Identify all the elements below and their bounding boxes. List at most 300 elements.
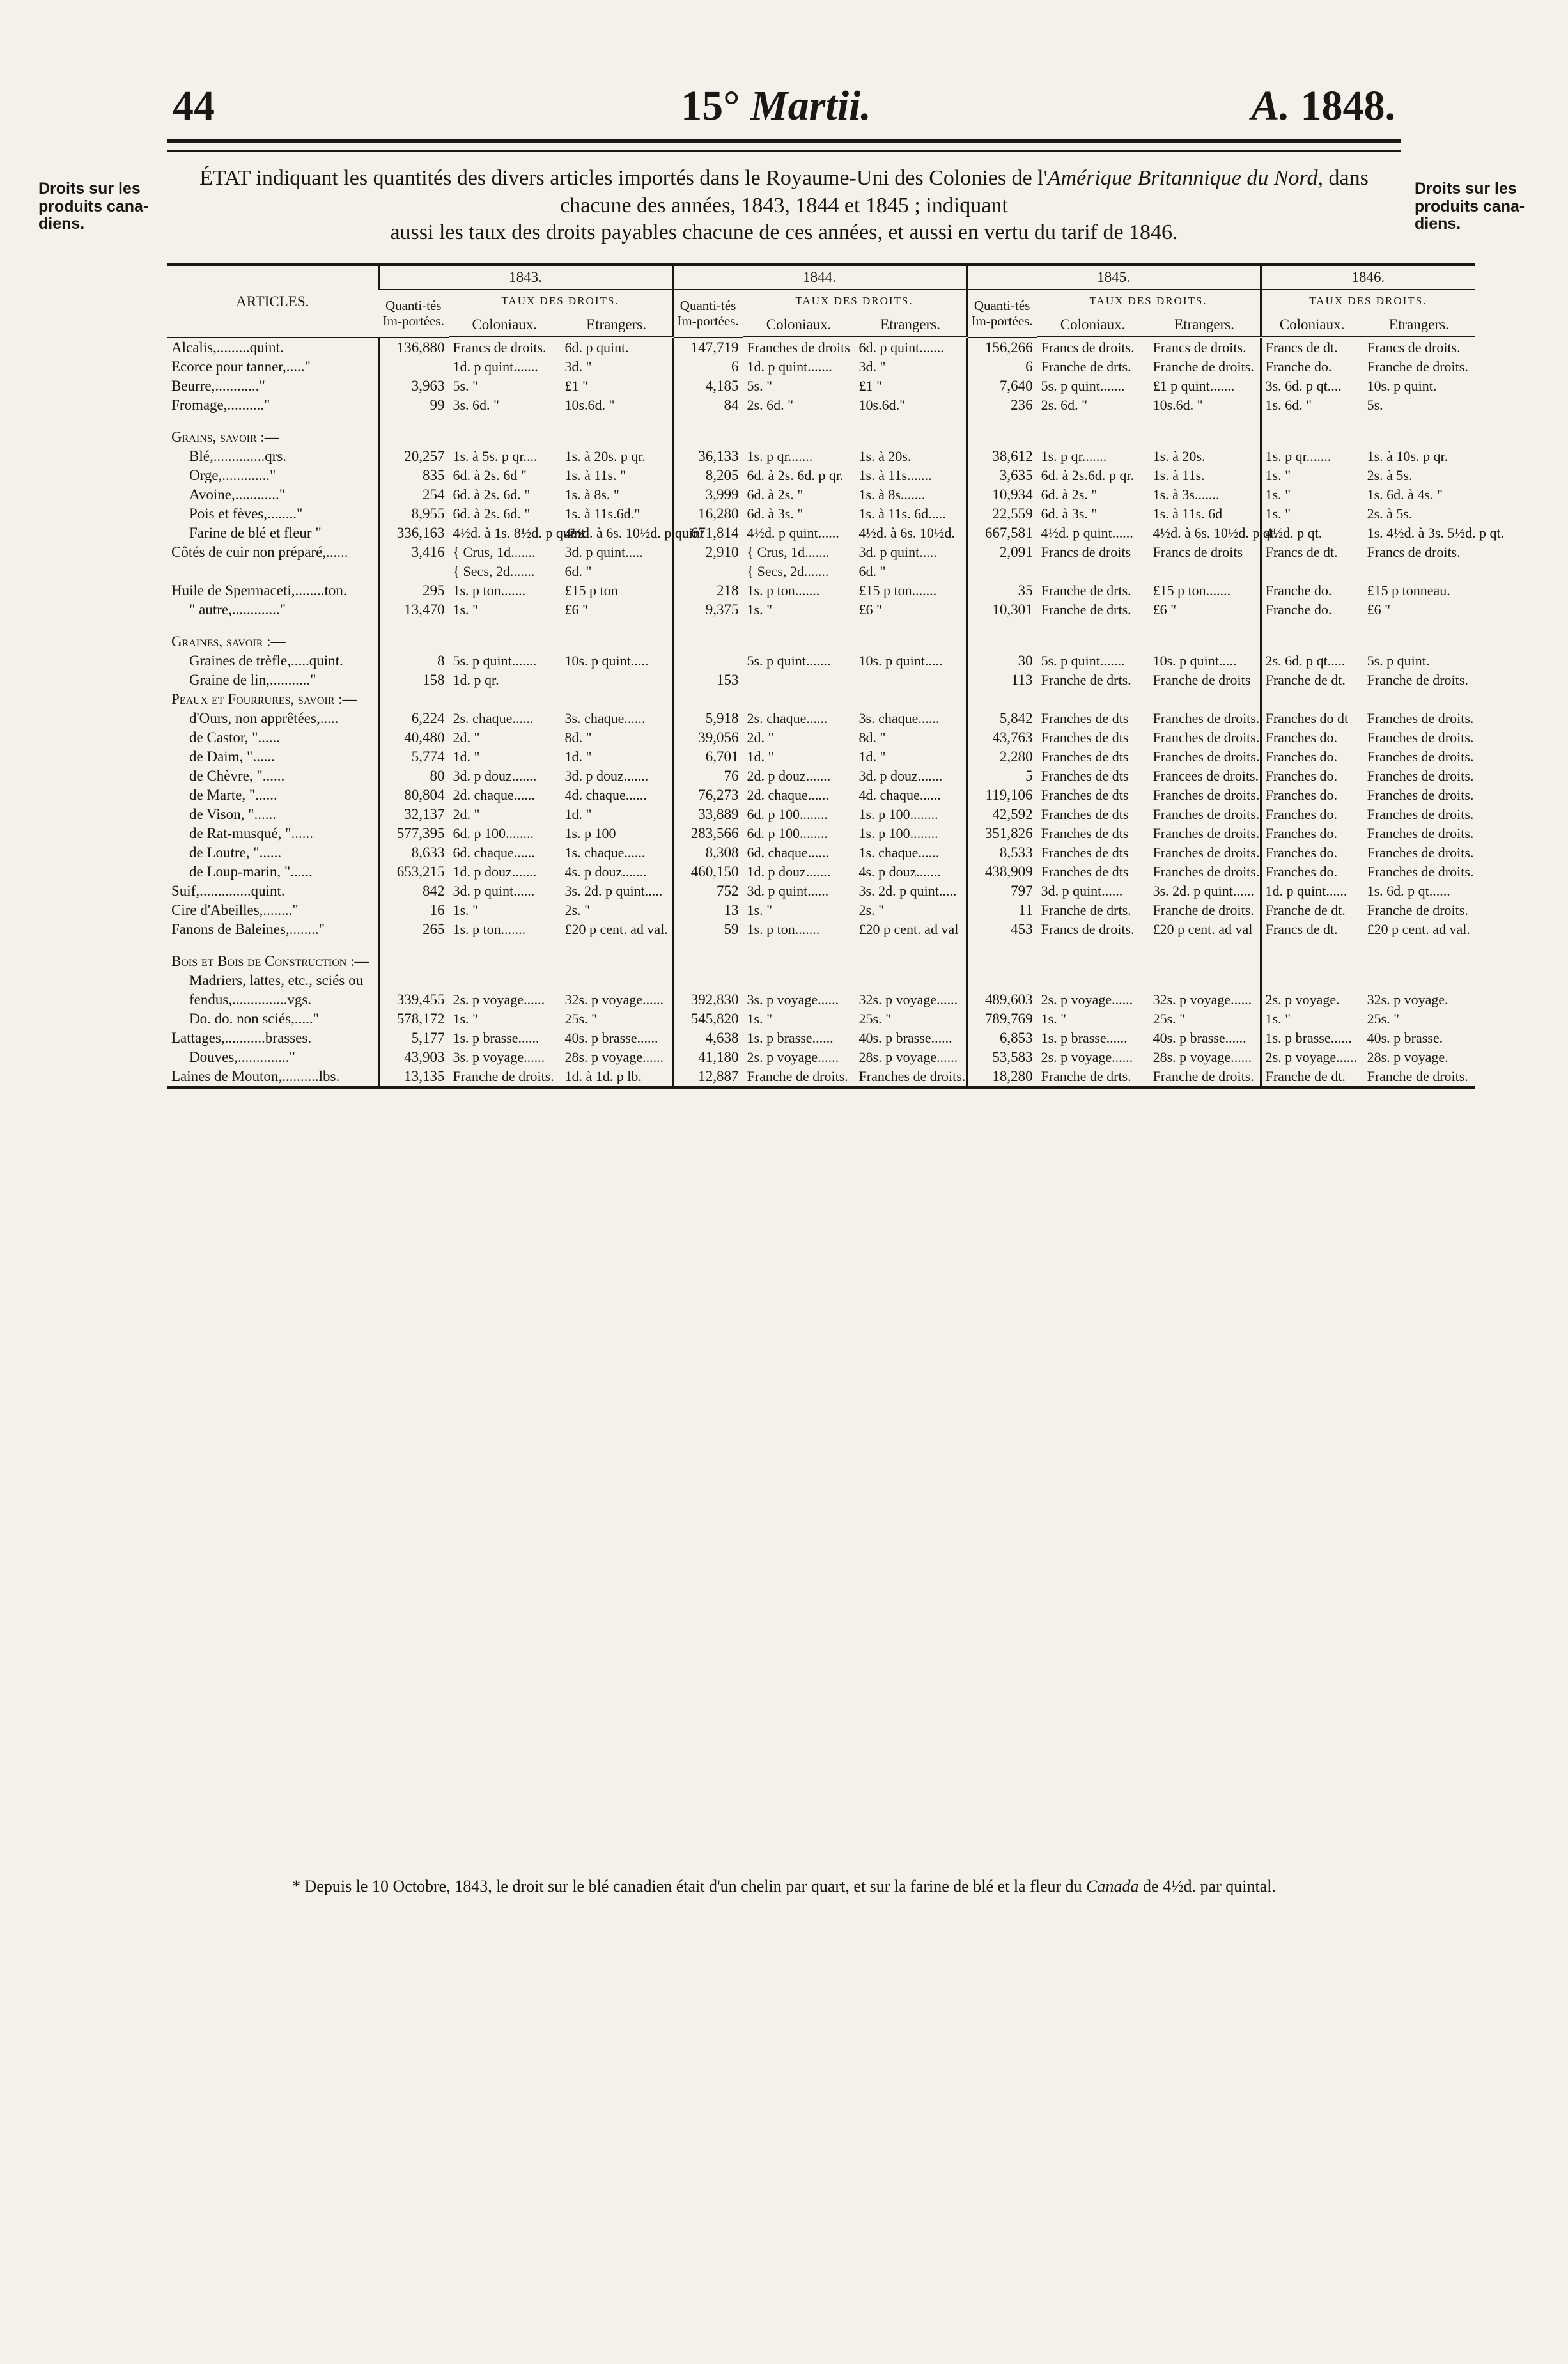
article-cell: de Chèvre, "...... xyxy=(189,768,285,784)
title-line1-italic: Amérique Britannique du Nord xyxy=(1047,166,1318,190)
title-line2: aussi les taux des droits payables chacune de ces années, et aussi en vertu du tarif de 1846. xyxy=(390,221,1178,244)
quantity-cell: 16 xyxy=(378,901,449,920)
rate-cell: 1s. 4½d. à 3s. 5½d. p qt. xyxy=(1363,524,1475,543)
quantity-cell: 16,280 xyxy=(672,504,743,524)
rate-cell xyxy=(1037,428,1149,447)
rate-cell xyxy=(449,619,561,632)
rate-cell: 1s. à 3s....... xyxy=(1149,485,1261,504)
spacer-row xyxy=(167,415,1475,428)
rate-cell xyxy=(1037,415,1149,428)
rate-cell: 28s. p voyage...... xyxy=(561,1048,672,1067)
quantity-cell xyxy=(672,971,743,990)
rate-cell: 2s. " xyxy=(561,901,672,920)
rate-cell: 2s. chaque...... xyxy=(449,709,561,728)
table-row xyxy=(167,581,1475,600)
rate-cell xyxy=(449,939,561,952)
rate-cell: Franche de drts. xyxy=(1037,671,1149,690)
rate-cell: Franche do. xyxy=(1261,581,1363,600)
rate-cell: 4d. chaque...... xyxy=(561,786,672,805)
quantity-cell: 84 xyxy=(672,396,743,415)
rate-cell: Franches de droits. xyxy=(1363,824,1475,843)
article-cell: " autre,............." xyxy=(189,602,286,618)
rate-cell: 40s. p brasse...... xyxy=(855,1029,966,1048)
quantity-cell: 113 xyxy=(966,671,1037,690)
rate-cell xyxy=(561,428,672,447)
rate-cell: 6d. p quint....... xyxy=(855,338,966,358)
rate-cell: 2s. p voyage...... xyxy=(449,990,561,1009)
article-cell: Avoine,............" xyxy=(189,486,286,502)
rate-cell xyxy=(1261,619,1363,632)
quantity-cell: 295 xyxy=(378,581,449,600)
quantity-cell: 12,887 xyxy=(672,1067,743,1087)
article-cell: Peaux et Fourrures, savoir :— xyxy=(171,691,357,707)
rate-cell: 10s. p quint..... xyxy=(855,651,966,671)
rate-cell xyxy=(1363,415,1475,428)
article-cell xyxy=(167,562,378,581)
rate-cell xyxy=(561,619,672,632)
running-date xyxy=(157,82,1395,130)
article-cell: Orge,............." xyxy=(189,467,276,483)
table-row xyxy=(167,920,1475,939)
rate-cell: 1s. à 11s. xyxy=(1149,466,1261,485)
rate-cell xyxy=(743,671,855,690)
quantity-cell: 20,257 xyxy=(378,447,449,466)
rate-cell: 3s. chaque...... xyxy=(561,709,672,728)
year-value: 1848. xyxy=(1300,82,1395,129)
rate-cell: Franches de dts xyxy=(1037,862,1149,882)
rate-cell: Francs de dt. xyxy=(1261,543,1363,562)
rate-cell: 1s. " xyxy=(743,1009,855,1029)
rate-cell: Franche de droits xyxy=(1149,671,1261,690)
rate-cell: 5s. " xyxy=(449,377,561,396)
table-row xyxy=(167,447,1475,466)
rate-cell: Franches de dts xyxy=(1037,747,1149,766)
quantity-cell: 22,559 xyxy=(966,504,1037,524)
rate-cell: 10s. p quint..... xyxy=(561,651,672,671)
rate-cell: 40s. p brasse. xyxy=(1363,1029,1475,1048)
rate-cell xyxy=(855,632,966,651)
quantity-cell xyxy=(966,632,1037,651)
rate-cell: 5s. p quint....... xyxy=(1037,651,1149,671)
rate-cell: 1d. " xyxy=(561,747,672,766)
rate-cell: 1s. à 11s....... xyxy=(855,466,966,485)
quantity-cell: 392,830 xyxy=(672,990,743,1009)
rate-cell xyxy=(1037,562,1149,581)
rate-cell xyxy=(561,671,672,690)
rate-cell: 25s. " xyxy=(561,1009,672,1029)
quantity-cell xyxy=(378,619,449,632)
rate-cell: 2d. p douz....... xyxy=(743,766,855,786)
rate-cell: 40s. p brasse...... xyxy=(1149,1029,1261,1048)
rate-cell: 2s. à 5s. xyxy=(1363,504,1475,524)
rate-cell: 5s. " xyxy=(743,377,855,396)
rate-cell: 1s. à 10s. p qr. xyxy=(1363,447,1475,466)
quantity-cell: 13 xyxy=(672,901,743,920)
rate-cell: 25s. " xyxy=(1149,1009,1261,1029)
rate-cell: 2d. " xyxy=(449,728,561,747)
rate-cell: Franches do. xyxy=(1261,862,1363,882)
quantity-cell: 13,135 xyxy=(378,1067,449,1087)
rate-cell: 28s. p voyage...... xyxy=(855,1048,966,1067)
quantity-cell xyxy=(378,971,449,990)
article-cell: Graines de trèfle,.....quint. xyxy=(189,653,343,669)
footnote-italic: Canada xyxy=(1086,1877,1139,1895)
table-row xyxy=(167,882,1475,901)
head-rule xyxy=(167,139,1401,152)
table-row xyxy=(167,377,1475,396)
quantity-cell: 8,955 xyxy=(378,504,449,524)
quantity-cell: 2,280 xyxy=(966,747,1037,766)
rate-cell: 6d. à 2s. 6d " xyxy=(449,466,561,485)
rate-cell: £6 " xyxy=(855,600,966,619)
quantity-cell: 10,301 xyxy=(966,600,1037,619)
quantity-cell xyxy=(378,357,449,377)
table-row xyxy=(167,971,1475,990)
rate-cell: 2s. p voyage...... xyxy=(1037,1048,1149,1067)
table-row xyxy=(167,1067,1475,1087)
quantity-cell: 36,133 xyxy=(672,447,743,466)
rate-cell: Franche de dt. xyxy=(1261,1067,1363,1087)
rate-cell: Franches de droits. xyxy=(1363,709,1475,728)
rate-cell xyxy=(1261,971,1363,990)
rate-cell: 1s. p qr....... xyxy=(1261,447,1363,466)
quantity-cell: 30 xyxy=(966,651,1037,671)
rate-cell xyxy=(1037,952,1149,971)
rate-cell: Franches do. xyxy=(1261,786,1363,805)
quantity-cell: 80 xyxy=(378,766,449,786)
rate-cell: 1s. " xyxy=(1261,1009,1363,1029)
rate-cell: £6 " xyxy=(1363,600,1475,619)
table-row xyxy=(167,952,1475,971)
table-row xyxy=(167,824,1475,843)
title-line1-a: ÉTAT indiquant les quantités des divers articles importés dans le Royaume-Uni des Colonies de l' xyxy=(199,166,1048,190)
rate-cell: Franche de drts. xyxy=(1037,901,1149,920)
quantity-cell: 76 xyxy=(672,766,743,786)
rate-cell: 1s. à 11s.6d." xyxy=(561,504,672,524)
page-number: 44 xyxy=(173,82,215,129)
quantity-cell: 59 xyxy=(672,920,743,939)
rate-cell: Franches de droits. xyxy=(1149,709,1261,728)
rate-cell: Franches do. xyxy=(1261,843,1363,862)
rate-cell: Franche de dt. xyxy=(1261,901,1363,920)
quantity-cell xyxy=(966,971,1037,990)
quantity-cell: 6,224 xyxy=(378,709,449,728)
rate-cell: 1s. " xyxy=(743,901,855,920)
article-cell: Côtés de cuir non préparé,...... xyxy=(171,544,348,560)
rate-cell: £15 p ton....... xyxy=(1149,581,1261,600)
rate-cell: 3d. p quint...... xyxy=(743,882,855,901)
rate-cell: 2d. " xyxy=(449,805,561,824)
col-etrangers: Etrangers. xyxy=(855,313,966,338)
article-cell: Farine de blé et fleur " xyxy=(189,525,322,541)
rate-cell: 6d. à 2s. 6d. " xyxy=(449,485,561,504)
rate-cell: Franches de droits. xyxy=(1363,805,1475,824)
quantity-cell xyxy=(672,415,743,428)
rate-cell: 1s. p brasse...... xyxy=(1037,1029,1149,1048)
rate-cell: 2s. p voyage...... xyxy=(1037,990,1149,1009)
rate-cell: 4½d. p quint...... xyxy=(743,524,855,543)
quantity-cell: 6,701 xyxy=(672,747,743,766)
rate-cell: 28s. p voyage...... xyxy=(1149,1048,1261,1067)
rate-cell: 32s. p voyage. xyxy=(1363,990,1475,1009)
quantity-cell: 3,999 xyxy=(672,485,743,504)
article-cell: fendus,...............vgs. xyxy=(189,991,312,1007)
rate-cell: 3s. 2d. p quint...... xyxy=(1149,882,1261,901)
rate-cell: 6d. p 100........ xyxy=(449,824,561,843)
rate-cell xyxy=(855,971,966,990)
quantity-cell: 577,395 xyxy=(378,824,449,843)
rate-cell: £1 p quint....... xyxy=(1149,377,1261,396)
quantity-cell: 8,633 xyxy=(378,843,449,862)
rate-cell: Franches de droits. xyxy=(1363,786,1475,805)
rate-cell: 1s. 6d. à 4s. " xyxy=(1363,485,1475,504)
rate-cell xyxy=(1363,562,1475,581)
quantity-cell xyxy=(966,690,1037,709)
rate-cell: Franches do. xyxy=(1261,728,1363,747)
quantity-cell xyxy=(966,619,1037,632)
table-row xyxy=(167,1029,1475,1048)
rate-cell: £15 p ton xyxy=(561,581,672,600)
table-row xyxy=(167,396,1475,415)
rate-cell: Franches de droits. xyxy=(1149,862,1261,882)
rate-cell xyxy=(561,939,672,952)
col-coloniaux: Coloniaux. xyxy=(449,313,561,338)
rate-cell: £20 p cent. ad val. xyxy=(1363,920,1475,939)
table-body xyxy=(167,338,1505,1088)
rate-cell xyxy=(855,619,966,632)
rate-cell xyxy=(1261,562,1363,581)
quantity-cell xyxy=(672,939,743,952)
footnote-b: de 4½d. par quintal. xyxy=(1138,1877,1276,1895)
year-header-1844: 1844. xyxy=(672,265,966,290)
rate-cell: Franche do. xyxy=(1261,357,1363,377)
quantity-cell: 5,177 xyxy=(378,1029,449,1048)
rate-cell: 1s. à 20s. xyxy=(855,447,966,466)
year-header-1843: 1843. xyxy=(378,265,672,290)
rate-cell: 1s. à 8s....... xyxy=(855,485,966,504)
table-row xyxy=(167,747,1475,766)
rate-cell xyxy=(743,952,855,971)
rate-cell: Franches de droits. xyxy=(1149,805,1261,824)
quantity-cell: 40,480 xyxy=(378,728,449,747)
col-coloniaux: Coloniaux. xyxy=(1261,313,1363,338)
table-row xyxy=(167,671,1475,690)
rate-cell: 1s. à 8s. " xyxy=(561,485,672,504)
col-coloniaux: Coloniaux. xyxy=(743,313,855,338)
rate-cell: 1s. à 20s. xyxy=(1149,447,1261,466)
quantity-cell: 797 xyxy=(966,882,1037,901)
rate-cell: { Crus, 1d....... xyxy=(743,543,855,562)
rate-cell: 3d. p douz....... xyxy=(449,766,561,786)
rate-cell: 6d. " xyxy=(561,562,672,581)
quantity-cell: 4,185 xyxy=(672,377,743,396)
article-cell: Fromage,.........." xyxy=(171,397,270,413)
rate-cell: 5s. p quint. xyxy=(1363,651,1475,671)
rate-cell xyxy=(561,415,672,428)
rate-cell: 2s. 6d. p qt..... xyxy=(1261,651,1363,671)
rate-cell: 10s. p quint..... xyxy=(1149,651,1261,671)
quantity-cell: 5 xyxy=(966,766,1037,786)
rate-cell xyxy=(1363,939,1475,952)
rate-cell: Franches de droits. xyxy=(1149,747,1261,766)
quantity-cell xyxy=(378,939,449,952)
quantity-cell: 351,826 xyxy=(966,824,1037,843)
article-cell: Laines de Mouton,..........lbs. xyxy=(171,1068,340,1084)
rate-cell xyxy=(449,971,561,990)
quantity-cell: 5,774 xyxy=(378,747,449,766)
rate-cell xyxy=(1363,690,1475,709)
rate-cell: 1s. à 20s. p qr. xyxy=(561,447,672,466)
rate-cell: 1d. p quint....... xyxy=(743,357,855,377)
table-row xyxy=(167,504,1475,524)
rate-cell: 1d. " xyxy=(449,747,561,766)
table-row xyxy=(167,600,1475,619)
rate-cell xyxy=(449,415,561,428)
rate-cell: 3s. 6d. " xyxy=(449,396,561,415)
quantity-cell: 33,889 xyxy=(672,805,743,824)
rate-cell: 1s. 6d. " xyxy=(1261,396,1363,415)
rate-cell xyxy=(449,428,561,447)
table-row xyxy=(167,709,1475,728)
rate-cell: Francs de droits. xyxy=(1149,338,1261,358)
taux-header: TAUX DES DROITS. xyxy=(1037,290,1261,313)
rate-cell: 8d. " xyxy=(855,728,966,747)
rate-cell xyxy=(1261,690,1363,709)
quantity-cell: 32,137 xyxy=(378,805,449,824)
rate-cell: Franches de dts xyxy=(1037,728,1149,747)
quantity-cell xyxy=(672,562,743,581)
quantity-cell xyxy=(378,632,449,651)
rate-cell: Franche do. xyxy=(1261,600,1363,619)
rate-cell: 1s. " xyxy=(449,600,561,619)
rate-cell: £15 p tonneau. xyxy=(1363,581,1475,600)
rate-cell: Franches do. xyxy=(1261,766,1363,786)
article-cell: Blé,..............qrs. xyxy=(189,448,287,464)
rate-cell xyxy=(855,690,966,709)
rate-cell xyxy=(855,671,966,690)
rate-cell: 1s. p 100........ xyxy=(855,824,966,843)
rate-cell: Franches de dts xyxy=(1037,786,1149,805)
quantity-cell: 13,470 xyxy=(378,600,449,619)
table-row xyxy=(167,786,1475,805)
quantity-cell xyxy=(378,415,449,428)
rate-cell: 3d. p quint..... xyxy=(855,543,966,562)
rate-cell xyxy=(449,952,561,971)
rate-cell: 40s. p brasse...... xyxy=(561,1029,672,1048)
quantity-cell: 6,853 xyxy=(966,1029,1037,1048)
rate-cell: Franche de droits. xyxy=(1363,901,1475,920)
article-cell: d'Ours, non apprêtées,..... xyxy=(189,710,339,726)
quantity-cell: 3,416 xyxy=(378,543,449,562)
rate-cell xyxy=(1363,971,1475,990)
rate-cell: 5s. p quint....... xyxy=(743,651,855,671)
quantity-cell xyxy=(966,939,1037,952)
rate-cell: 1s. à 11s. 6d xyxy=(1149,504,1261,524)
rate-cell: 6d. à 3s. " xyxy=(743,504,855,524)
rate-cell: Franches do dt xyxy=(1261,709,1363,728)
rate-cell: 3d. " xyxy=(561,357,672,377)
rate-cell: 6d. " xyxy=(855,562,966,581)
article-cell: de Castor, "...... xyxy=(189,729,280,745)
rate-cell: Franches de dts xyxy=(1037,766,1149,786)
rate-cell: 1s. chaque...... xyxy=(855,843,966,862)
rate-cell: 1d. " xyxy=(561,805,672,824)
rate-cell xyxy=(1261,939,1363,952)
quantity-cell xyxy=(672,632,743,651)
table-row xyxy=(167,466,1475,485)
rate-cell: 1s. p brasse...... xyxy=(1261,1029,1363,1048)
quantity-cell xyxy=(966,952,1037,971)
table-row xyxy=(167,543,1475,562)
rate-cell: 5s. xyxy=(1363,396,1475,415)
rate-cell: 3d. " xyxy=(855,357,966,377)
article-cell: de Daim, "...... xyxy=(189,749,275,765)
rate-cell: 3d. p quint...... xyxy=(1037,882,1149,901)
quantity-cell xyxy=(672,651,743,671)
rate-cell: Franches de droits xyxy=(743,338,855,358)
rate-cell xyxy=(1037,632,1149,651)
quantity-cell xyxy=(378,562,449,581)
rate-cell: 5s. p quint....... xyxy=(449,651,561,671)
running-head xyxy=(157,82,1395,133)
col-etrangers: Etrangers. xyxy=(1149,313,1261,338)
rate-cell: Franches de droits. xyxy=(1363,728,1475,747)
article-cell: de Vison, "...... xyxy=(189,806,277,822)
rate-cell xyxy=(1037,619,1149,632)
table-row xyxy=(167,990,1475,1009)
quantity-cell: 41,180 xyxy=(672,1048,743,1067)
quantity-cell: 147,719 xyxy=(672,338,743,358)
article-cell: Alcalis,.........quint. xyxy=(171,339,284,355)
rate-cell: 1d. p quint....... xyxy=(449,357,561,377)
table-row xyxy=(167,805,1475,824)
spacer-row xyxy=(167,619,1475,632)
rate-cell: 1s. " xyxy=(1261,485,1363,504)
title-line1-b: , dans chacune des années, 1843, 1844 et 1845 ; indiquant xyxy=(560,166,1369,217)
margin-note-right: Droits sur les produits cana-diens. xyxy=(1415,180,1525,233)
rate-cell: 2s. p voyage...... xyxy=(743,1048,855,1067)
article-cell: Graines, savoir :— xyxy=(171,634,286,649)
article-cell xyxy=(167,939,378,952)
rate-cell: 4s. p douz....... xyxy=(855,862,966,882)
table-row xyxy=(167,428,1475,447)
quantity-cell: 156,266 xyxy=(966,338,1037,358)
rate-cell: 1d. " xyxy=(855,747,966,766)
year-header-1845: 1845. xyxy=(966,265,1261,290)
quantity-cell: 8,205 xyxy=(672,466,743,485)
quantity-cell xyxy=(378,690,449,709)
rate-cell: 32s. p voyage...... xyxy=(855,990,966,1009)
rate-cell: 1s. p qr....... xyxy=(743,447,855,466)
rate-cell: Franche de droits. xyxy=(1149,901,1261,920)
article-cell: de Loutre, "...... xyxy=(189,844,282,860)
quantity-cell: 9,375 xyxy=(672,600,743,619)
rate-cell: £20 p cent. ad val xyxy=(855,920,966,939)
quantity-cell: 39,056 xyxy=(672,728,743,747)
rate-cell xyxy=(1363,428,1475,447)
rate-cell: 2s. chaque...... xyxy=(743,709,855,728)
rate-cell: 4½d. à 6s. 10½d. p quint xyxy=(561,524,672,543)
quantity-cell xyxy=(672,428,743,447)
qty-header: Quanti-tés Im-portées. xyxy=(966,290,1037,338)
rate-cell: 1s. à 5s. p qr.... xyxy=(449,447,561,466)
rate-cell: £20 p cent. ad val. xyxy=(561,920,672,939)
rate-cell xyxy=(449,690,561,709)
rate-cell xyxy=(1149,632,1261,651)
rate-cell xyxy=(1261,415,1363,428)
rate-cell: 2s. p voyage. xyxy=(1261,990,1363,1009)
quantity-cell: 43,763 xyxy=(966,728,1037,747)
